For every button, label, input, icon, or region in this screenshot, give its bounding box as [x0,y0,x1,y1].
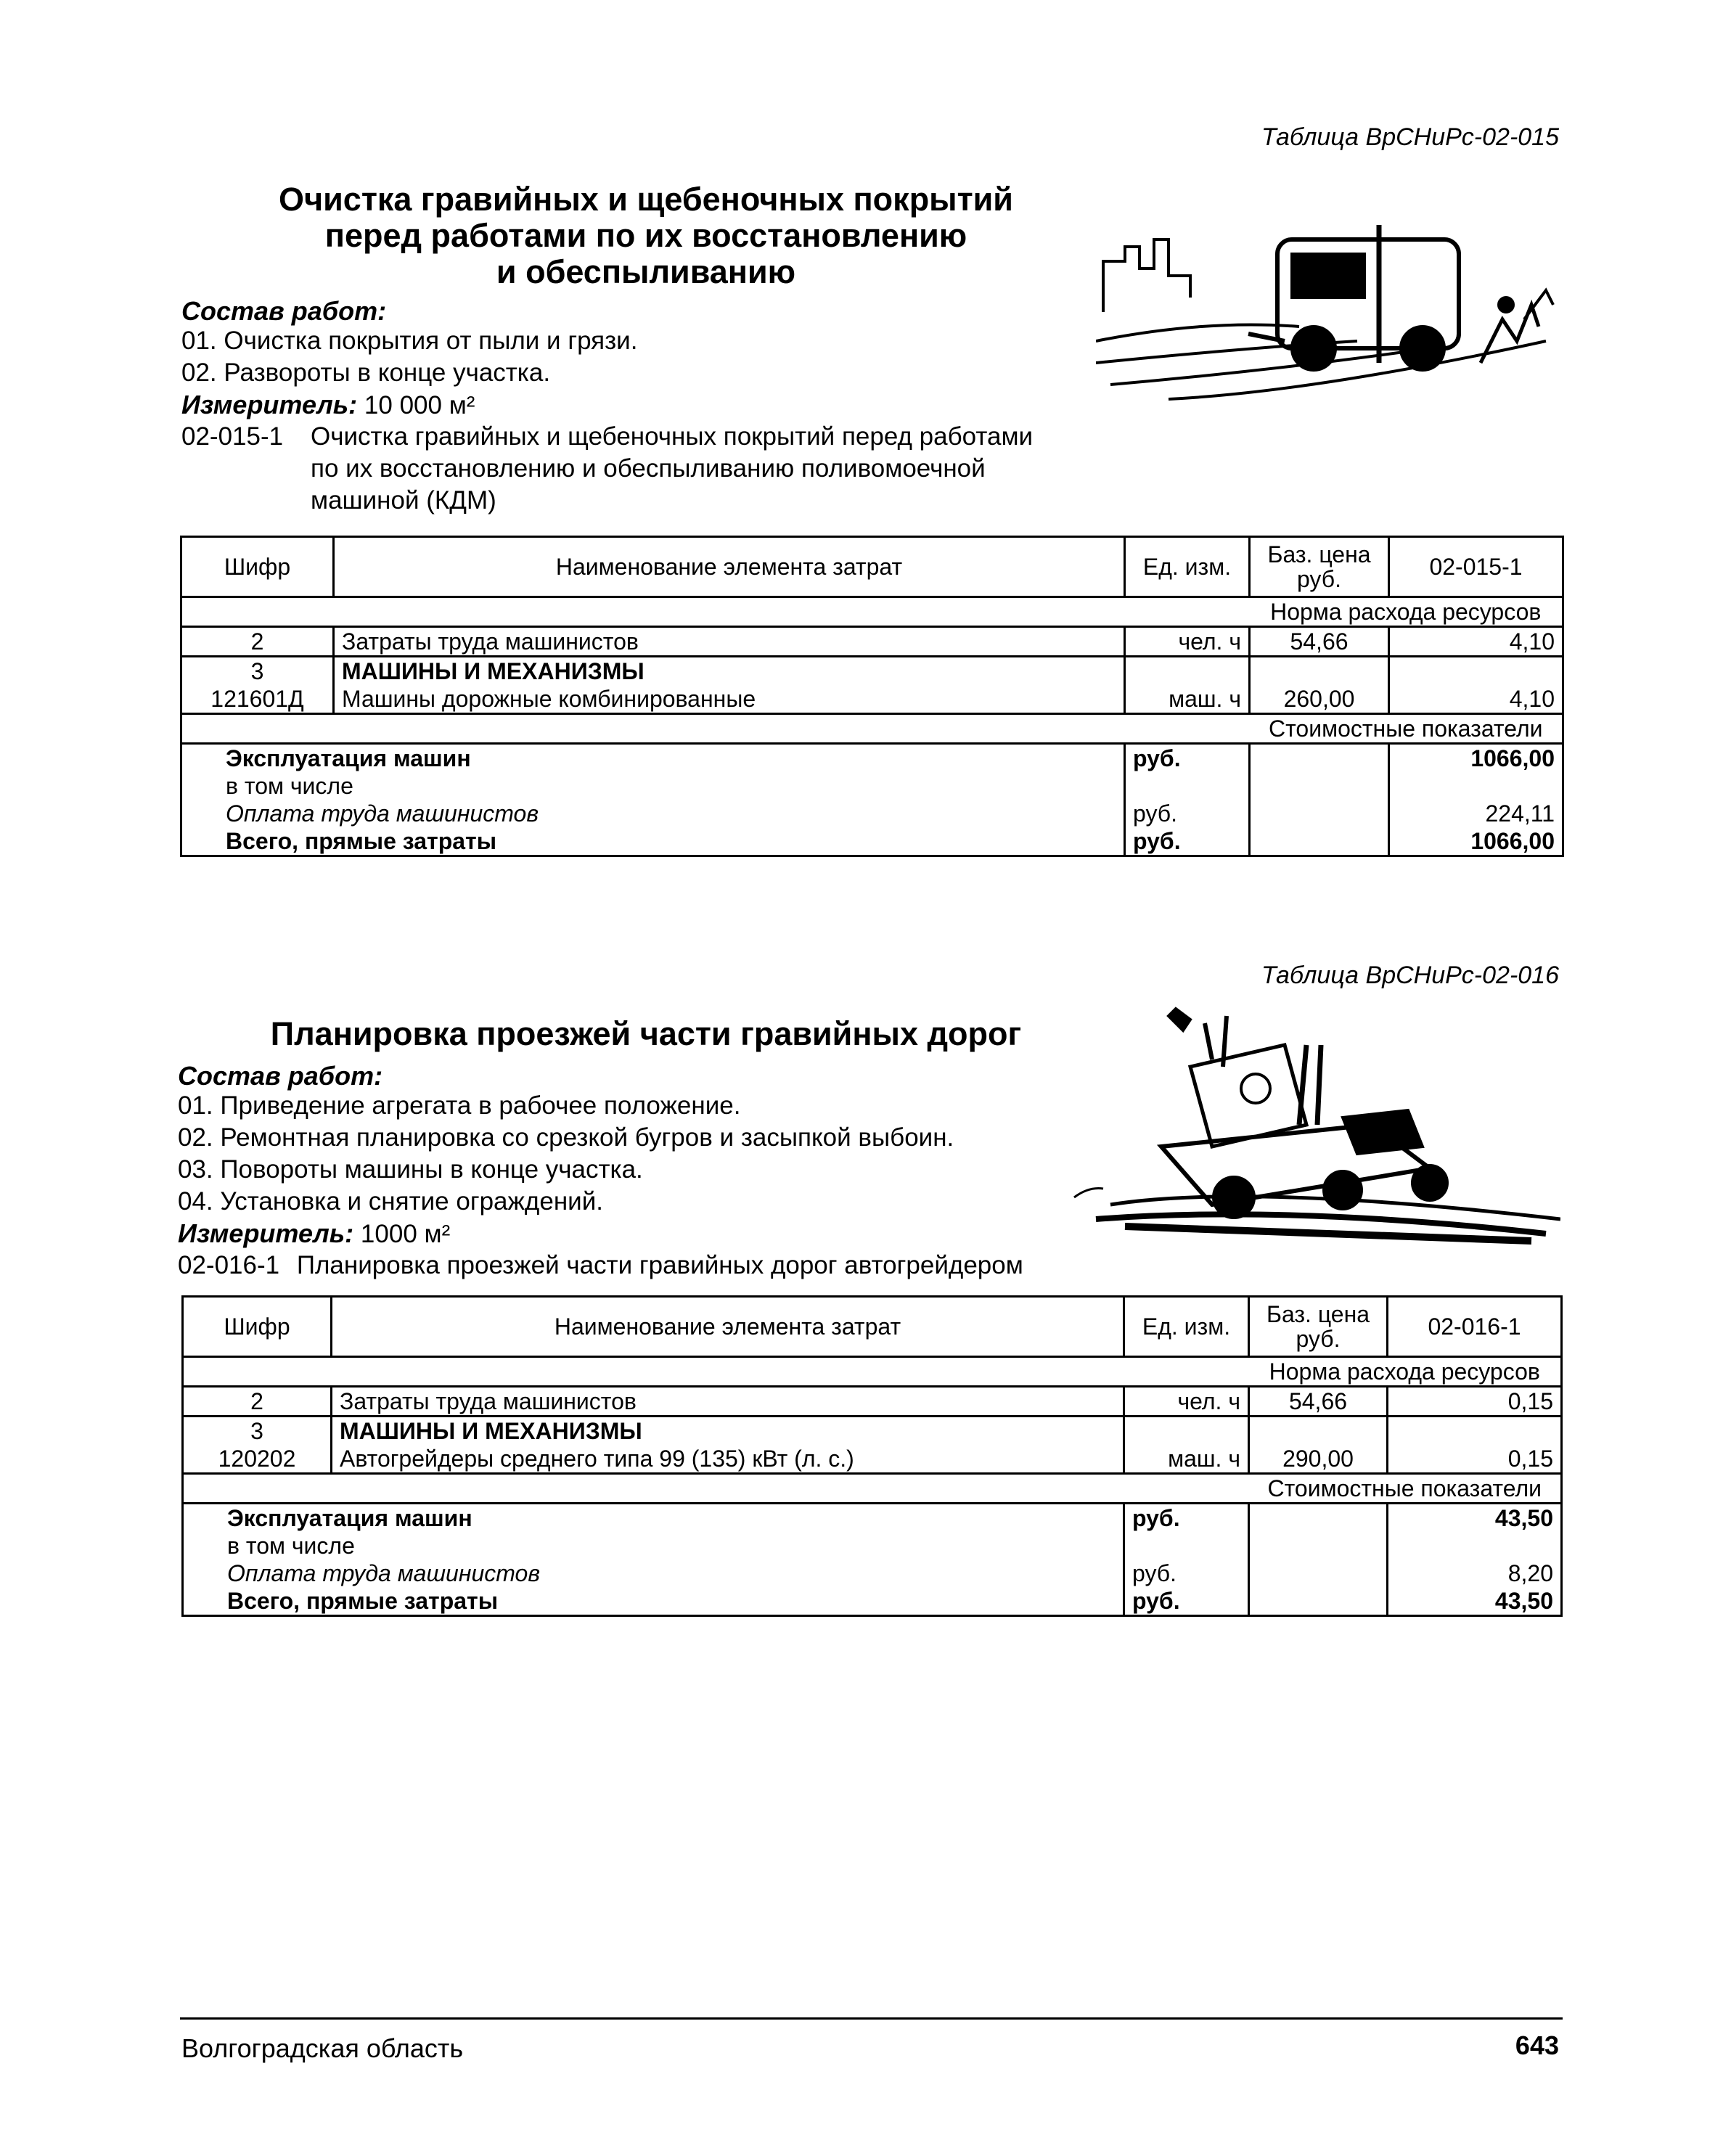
table-row [183,1417,1562,1446]
cost-unit: руб. [1125,827,1250,856]
measure-value: 1000 м² [360,1220,451,1248]
row-value: 0,15 [1388,1387,1562,1417]
cost-value: 1066,00 [1389,744,1563,773]
cost-unit: руб. [1125,800,1250,827]
cost-unit [1124,1532,1249,1559]
row-price: 260,00 [1250,685,1389,714]
cost-value: 8,20 [1388,1559,1562,1587]
cost-label: Стоимостные показатели [1250,714,1563,744]
cost-name: в том числе [183,1532,1124,1559]
column-header: 02-015-1 [1389,537,1563,597]
row-name: Затраты труда машинистов [334,627,1125,657]
code-description-line: Очистка гравийных и щебеночных покрытий перед работами [311,422,1034,451]
cost-table [180,536,1564,857]
row-price [1249,1417,1388,1446]
row-code: 2 [181,627,334,657]
row-code: 3 [181,657,334,686]
cost-row [181,744,1563,773]
row-code: 120202 [183,1445,332,1474]
cost-row [183,1504,1562,1533]
section-title [174,1016,1118,1052]
cost-name: Оплата труда машинистов [183,1559,1124,1587]
cost-table [181,1295,1563,1617]
cost-value: 224,11 [1389,800,1563,827]
cost-name: Всего, прямые затраты [181,827,1125,856]
cost-name: Всего, прямые затраты [183,1587,1124,1616]
footer-region: Волгоградская область [181,2033,464,2063]
code-description [311,421,1033,517]
table-row [183,1387,1562,1417]
table-reference: Таблица ВрСНиРс-02-015 [1261,123,1559,151]
column-header: Наименование элемента затрат [334,537,1125,597]
cost-name: Оплата труда машинистов [181,800,1125,827]
row-name: МАШИНЫ И МЕХАНИЗМЫ [334,657,1125,686]
work-item: 04. Установка и снятие ограждений. [178,1187,603,1216]
cost-unit [1125,772,1250,800]
title-line: Очистка гравийных и щебеночных покрытий [279,181,1013,218]
table-reference: Таблица ВрСНиРс-02-016 [1261,962,1559,989]
row-name: Машины дорожные комбинированные [334,685,1125,714]
cost-unit: руб. [1125,744,1250,773]
work-item: 02. Ремонтная планировка со срезкой бугров и засыпкой выбоин. [178,1123,954,1152]
column-header: Баз. цена руб. [1249,1297,1388,1357]
norm-label: Норма расхода ресурсов [1250,597,1563,627]
cost-value [1388,1532,1562,1559]
work-composition-heading: Состав работ: [181,296,387,326]
cost-label-row [183,1474,1562,1504]
row-name: Автогрейдеры среднего типа 99 (135) кВт (л. с.) [332,1445,1124,1474]
norm-label: Норма расхода ресурсов [1249,1357,1562,1387]
column-header: Шифр [181,537,334,597]
cost-name: Эксплуатация машин [183,1504,1124,1533]
code-number: 02-016-1 [178,1251,280,1279]
cost-unit: руб. [1124,1504,1249,1533]
row-unit [1124,1417,1249,1446]
work-composition-heading: Состав работ: [178,1061,383,1091]
row-unit [1125,657,1250,686]
row-code: 121601Д [181,685,334,714]
cost-unit: руб. [1124,1587,1249,1616]
cost-value: 43,50 [1388,1504,1562,1533]
measure-line [178,1218,450,1250]
section-title [174,181,1118,290]
road-sweeper-illustration [1096,196,1560,406]
measure-value: 10 000 м² [364,391,475,419]
column-header: Баз. цена руб. [1250,537,1389,597]
row-price: 290,00 [1249,1445,1388,1474]
cost-value: 1066,00 [1389,827,1563,856]
code-line [178,1250,1023,1282]
row-unit: чел. ч [1124,1387,1249,1417]
row-value: 4,10 [1389,627,1563,657]
column-header: Шифр [183,1297,332,1357]
row-unit: маш. ч [1125,685,1250,714]
row-value [1389,657,1563,686]
code-description-line: Планировка проезжей части гравийных дорог автогрейдером [296,1251,1023,1279]
table-row [181,657,1563,686]
code-description-line: машиной (КДМ) [311,486,496,515]
motor-grader-illustration [1067,1001,1560,1248]
cost-row [181,772,1563,800]
cost-value: 43,50 [1388,1587,1562,1616]
row-value [1388,1417,1562,1446]
page-number: 643 [1515,2030,1559,2060]
work-item: 02. Развороты в конце участка. [181,358,551,387]
table-row [183,1445,1562,1474]
norm-label-row [183,1357,1562,1387]
measure-line [181,389,475,422]
row-unit: маш. ч [1124,1445,1249,1474]
cost-unit: руб. [1124,1559,1249,1587]
table-header-row [183,1297,1562,1357]
title-line: перед работами по их восстановлению [324,217,967,254]
row-price [1250,657,1389,686]
column-header: Ед. изм. [1124,1297,1249,1357]
cost-name: Эксплуатация машин [181,744,1125,773]
cost-name: в том числе [181,772,1125,800]
code-description-line: по их восстановлению и обеспыливанию поливомоечной [311,454,986,483]
column-header: Ед. изм. [1125,537,1250,597]
work-item: 03. Повороты машины в конце участка. [178,1155,643,1184]
row-code: 3 [183,1417,332,1446]
norm-label-row [181,597,1563,627]
row-code: 2 [183,1387,332,1417]
work-item: 01. Приведение агрегата в рабочее положение. [178,1091,741,1120]
row-name: МАШИНЫ И МЕХАНИЗМЫ [332,1417,1124,1446]
column-header: Наименование элемента затрат [332,1297,1124,1357]
cost-row [183,1587,1562,1616]
table-row [181,685,1563,714]
row-unit: чел. ч [1125,627,1250,657]
title-line: Планировка проезжей части гравийных дорог [270,1015,1022,1052]
cost-row [181,827,1563,856]
measure-label: Измеритель: [181,390,358,419]
row-value: 4,10 [1389,685,1563,714]
row-price: 54,66 [1250,627,1389,657]
code-number: 02-015-1 [181,422,284,451]
cost-row [181,800,1563,827]
table-header-row [181,537,1563,597]
cost-row [183,1532,1562,1559]
measure-label: Измеритель: [178,1218,354,1248]
cost-label: Стоимостные показатели [1249,1474,1562,1504]
footer-divider [180,2017,1563,2020]
column-header: 02-016-1 [1388,1297,1562,1357]
cost-value [1389,772,1563,800]
title-line: и обеспыливанию [496,253,796,290]
row-value: 0,15 [1388,1445,1562,1474]
work-item: 01. Очистка покрытия от пыли и грязи. [181,327,638,355]
cost-row [183,1559,1562,1587]
row-price: 54,66 [1249,1387,1388,1417]
cost-label-row [181,714,1563,744]
row-name: Затраты труда машинистов [332,1387,1124,1417]
table-row [181,627,1563,657]
